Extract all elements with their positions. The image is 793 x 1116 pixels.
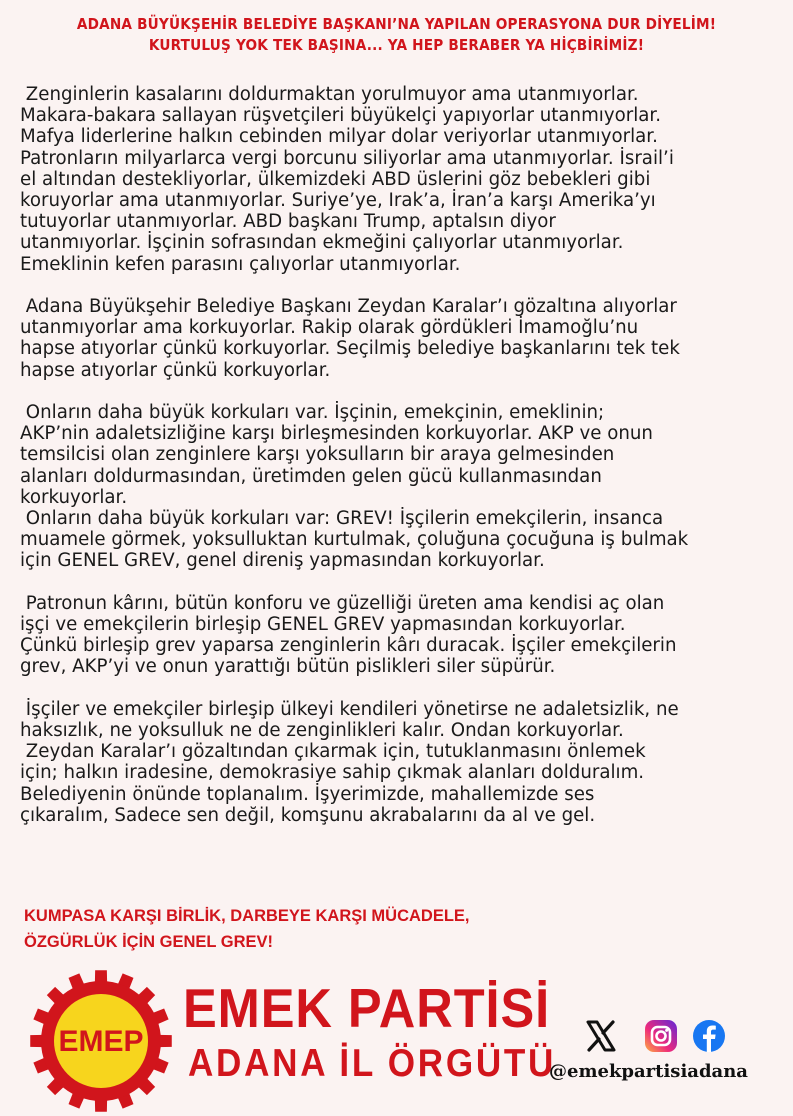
paragraph-3: Onların daha büyük korkuları var. İşçinin, emekçinin, emeklinin; AKP’nin adaletsizliğine karşı birleşmesinden korkuyorlar. AKP ve onun temsilcisi olan zenginlere karşı yoksulların bir araya gelmesinden alanları doldurmasından, üretimden gelen gücü kullanmasından korkuyorlar. Onların daha büyük korkuları var: GREV! İşçilerin emekçilerin, insanca muamele görmek, yoksulluktan kurtulmak, çoluğuna çocuğuna iş bulmak için GENEL GREV, genel direniş yapmasından korkuyorlar. [20,402,689,572]
instagram-icon[interactable] [644,1019,678,1053]
party-organization: ADANA İL ÖRGÜTÜ [188,1042,557,1085]
x-icon[interactable] [584,1019,618,1053]
paragraph-2: Adana Büyükşehir Belediye Başkanı Zeydan Karalar’ı gözaltına alıyorlar utanmıyorlar ama korkuyorlar. Rakip olarak gördükleri İmamoğlu’nu hapse atıyorlar çünkü korkuyorlar. Seçilmiş belediye başkanlarını tek tek hapse atıyorlar çünkü korkuyorlar. [20,296,680,381]
slogan-line-2: ÖZGÜRLÜK İÇİN GENEL GREV! [24,933,274,951]
facebook-icon[interactable] [692,1019,726,1053]
emep-logo [28,968,174,1114]
logo-text: EMEP [58,1025,144,1058]
paragraph-5: İşçiler ve emekçiler birleşip ülkeyi kendileri yönetirse ne adaletsizlik, ne haksızlık, ne yoksulluk ne de zenginlikleri kalır. Ondan korkuyorlar. Zeydan Karalar’ı gözaltından çıkarmak için, tutuklanmasını önlemek için; halkın iradesine, demokrasiye sahip çıkmak alanları dolduralım. Belediyenin önünde toplanalım. İşyerimizde, mahallemizde ses çıkaralım, Sadece sen değil, komşunu akrabalarını da al ve gel. [20,698,679,826]
slogan-line-1: KUMPASA KARŞI BİRLİK, DARBEYE KARŞI MÜCADELE, [24,907,470,925]
headline-line-1: ADANA BÜYÜKŞEHİR BELEDİYE BAŞKANI’NA YAPILAN OPERASYONA DUR DİYELİM! [76,15,717,33]
social-handle[interactable]: @emekpartisiadana [549,1061,748,1082]
paragraph-4: Patronun kârını, bütün konforu ve güzelliği üreten ama kendisi aç olan işçi ve emekçilerin birleşip GENEL GREV yapmasından korkuyorlar. Çünkü birleşip grev yaparsa zenginlerin kârı duracak. İşçiler emekçilerin grev, AKP’yi ve onun yarattığı bütün pislikleri siler süpürür. [20,592,677,678]
slogan [24,903,470,955]
headline-line-2: KURTULUŞ YOK TEK BAŞINA... YA HEP BERABER YA HİÇBİRİMİZ! [148,36,645,54]
headline [48,14,746,56]
party-name: EMEK PARTİSİ [183,977,551,1039]
article-body [20,84,786,826]
paragraph-1: Zenginlerin kasalarını doldurmaktan yorulmuyor ama utanmıyorlar. Makara-bakara sallayan rüşvetçileri büyükelçi yapıyorlar utanmıyorlar. Mafya liderlerine halkın cebinden milyar dolar veriyorlar utanmıyorlar. Patronların milyarlarca vergi borcunu siliyorlar ama utanmıyorlar. İsrail’i el altından destekliyorlar, ülkemizdeki ABD üslerini göz bebekleri gibi koruyorlar ama utanmıyorlar. Suriye’ye, Irak’a, İran’a karşı Amerika’yı tutuyorlar utanmıyorlar. ABD başkanı Trump, aptalsın diyor utanmıyorlar. İşçinin sofrasından ekmeğini çalıyorlar utanmıyorlar. Emeklinin kefen parasını çalıyorlar utanmıyorlar. [20,84,674,275]
